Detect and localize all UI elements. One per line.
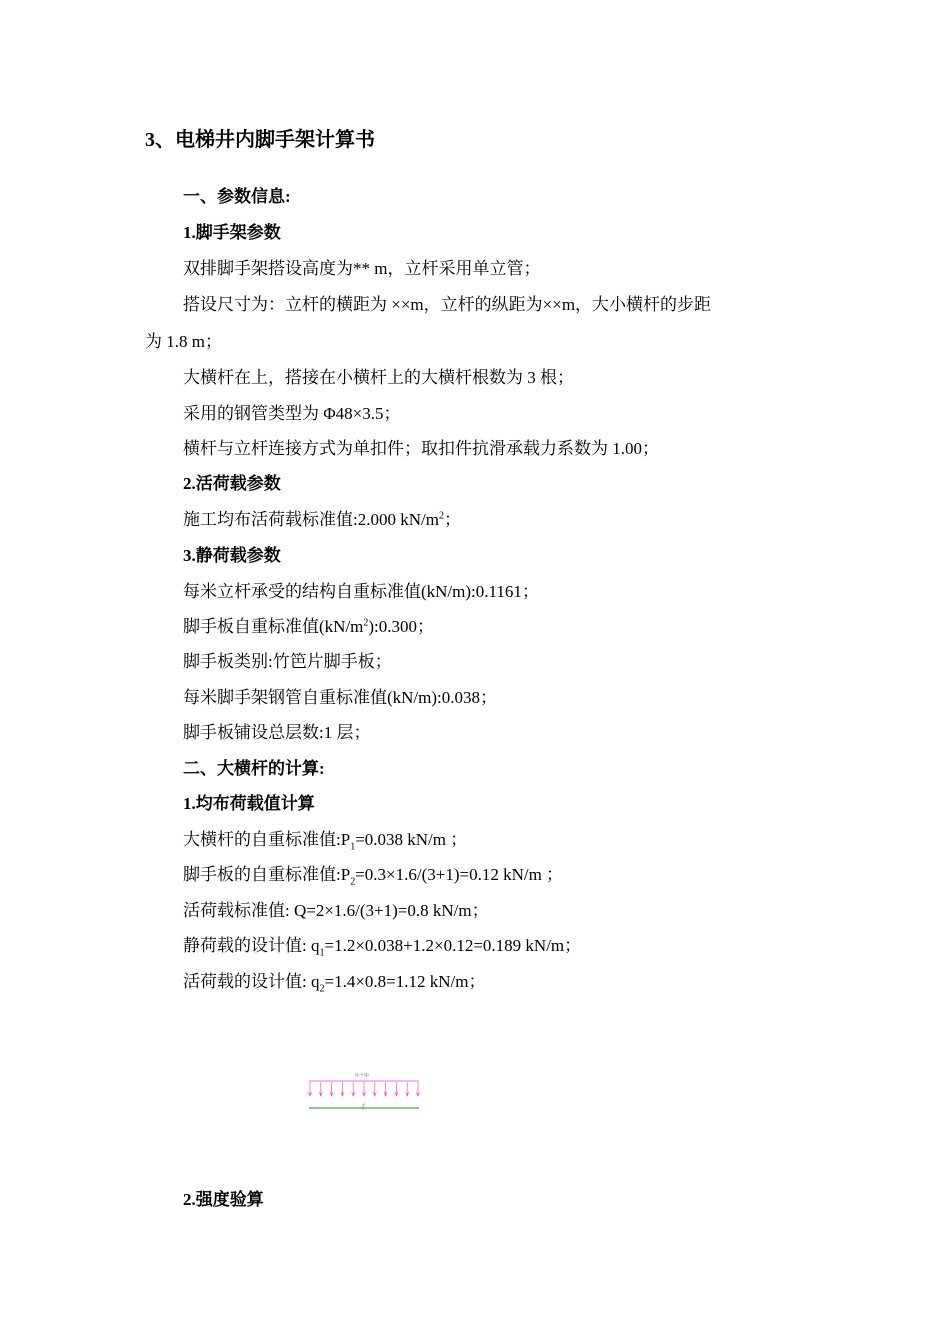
beam-load-diagram [300, 1068, 425, 1118]
paragraph-line: 大横杆在上，搭接在小横杆上的大横杆根数为 3 根； [183, 368, 574, 387]
paragraph-line: 脚手板的自重标准值$:P_2=0.3\times 1.6/(3+1)=0.12$ kN/m ； [183, 865, 564, 888]
sub-heading: 1.均布荷载值计算 [183, 794, 315, 813]
span-label: l [364, 1102, 366, 1107]
sub-heading: 2.强度验算 [183, 1190, 264, 1209]
paragraph-line: 每米立杆承受的结构自重标准值(kN/m):0.1161； [183, 582, 539, 601]
section-heading: 一、参数信息: [183, 187, 291, 206]
paragraph-line: 搭设尺寸为：立杆的横距为 ××m，立杆的纵距为××m，大小横杆的步距 [183, 295, 712, 314]
paragraph-line: 脚手板自重标准值$(kN/m^2):0.300$； [183, 617, 435, 636]
paragraph-line: 脚手板铺设总层数:1 层； [183, 723, 371, 742]
paragraph-line: 采用的钢管类型为 Φ48×3.5； [183, 404, 401, 423]
paragraph-line: 脚手板类别:竹笆片脚手板； [183, 652, 392, 671]
paragraph-line: 活荷载标准值: Q=2×1.6/(3+1)=0.8 kN/m； [183, 901, 489, 920]
paragraph-line: 施工均布活荷载标准值:2.000 $kN/m^2$； [183, 510, 461, 529]
paragraph-line: 为 1.8 m； [145, 332, 222, 351]
paragraph-line: 每米脚手架钢管自重标准值(kN/m):0.038； [183, 688, 498, 707]
paragraph-line: 双排脚手架搭设高度为** m，立杆采用单立管； [183, 259, 541, 278]
sub-heading: 3.静荷载参数 [183, 546, 281, 565]
paragraph-line: 大横杆的自重标准值$:P_1=0.038$ kN/m ； [183, 830, 468, 853]
paragraph-line: 活荷载的设计值: $q_2=1.4\times 0.8=1.12$ kN/m； [183, 972, 486, 995]
document-title: 3、电梯井内脚手架计算书 [145, 129, 375, 151]
paragraph-line: 静荷载的设计值: $q_1=1.2\times 0.038+1.2\times 0.12=0.189$ kN/m； [183, 936, 582, 959]
load-arrows [309, 1082, 420, 1096]
sub-heading: 2.活荷载参数 [183, 474, 281, 493]
section-heading: 二、大横杆的计算: [183, 759, 325, 778]
load-label: q₁+q₂ [354, 1072, 370, 1078]
paragraph-line: 横杆与立杆连接方式为单扣件；取扣件抗滑承载力系数为 1.00； [183, 439, 659, 458]
sub-heading: 1.脚手架参数 [183, 223, 281, 242]
